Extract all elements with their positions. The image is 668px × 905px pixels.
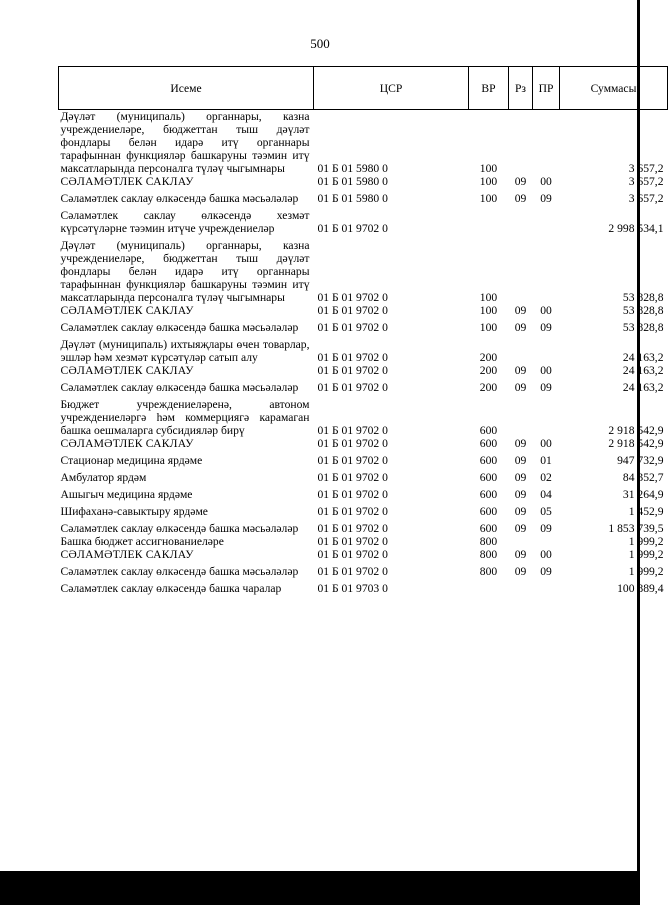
row-rz: 09 (514, 192, 527, 205)
row-pr: 01 (540, 454, 552, 467)
row-sum: 1 999,2 (628, 548, 664, 561)
row-name: Сәламәтлек саклау өлкәсендә башка мәсьәләләр (60, 565, 299, 578)
row-rz: 09 (514, 364, 527, 377)
row-csr: 01 Б 01 5980 0 (317, 162, 388, 175)
scan-edge-bottom (0, 871, 640, 905)
row-sum: 2 998 534,1 (608, 222, 664, 235)
row-rz: 09 (514, 175, 527, 188)
row-name: Сәламәтлек саклау өлкәсендә башка чаралар (60, 582, 282, 595)
table-row (59, 334, 668, 364)
row-vr: 600 (479, 454, 498, 467)
row-vr: 600 (479, 488, 498, 501)
header-rz: Рз (509, 67, 533, 110)
table-row (59, 235, 668, 304)
row-sum: 1 853 739,5 (608, 522, 664, 535)
row-name: Бюджет учреждениеләренә, автоном учреждениеләргә һәм коммерциягә карамаган башка оешмаларга субсидияләр бирү (60, 398, 310, 437)
page-number: 500 (310, 36, 330, 51)
table-row (59, 450, 668, 467)
table-row (59, 188, 668, 205)
row-vr (469, 205, 509, 235)
row-name: Ашыгыч медицина ярдәме (60, 488, 193, 501)
row-csr: 01 Б 01 9702 0 (317, 535, 388, 548)
row-pr: 04 (540, 488, 552, 501)
row-name: СӘЛАМӘТЛЕК САКЛАУ (60, 175, 194, 188)
row-csr: 01 Б 01 9702 0 (317, 321, 388, 334)
row-rz: 09 (514, 522, 527, 535)
row-pr: 00 (540, 364, 552, 377)
row-name: СӘЛАМӘТЛЕК САКЛАУ (60, 548, 194, 561)
row-rz (509, 394, 533, 437)
row-name: Башка бюджет ассигнованиеләре (60, 535, 224, 548)
row-vr: 800 (479, 565, 498, 578)
row-rz (509, 334, 533, 364)
row-vr: 600 (479, 522, 498, 535)
row-csr: 01 Б 01 9702 0 (317, 548, 388, 561)
row-pr: 00 (540, 548, 552, 561)
row-sum: 1 999,2 (628, 535, 664, 548)
table-row (59, 437, 668, 450)
row-csr: 01 Б 01 9702 0 (317, 454, 388, 467)
row-vr: 800 (479, 535, 498, 548)
row-vr: 100 (479, 321, 498, 334)
row-csr: 01 Б 01 9702 0 (317, 488, 388, 501)
row-sum: 84 352,7 (622, 471, 664, 484)
row-name: Сәламәтлек саклау өлкәсендә башка мәсьәләләр (60, 522, 299, 535)
table-row (59, 110, 668, 176)
row-pr (533, 205, 560, 235)
row-sum: 24 163,2 (622, 364, 664, 377)
table-row (59, 364, 668, 377)
table-row (59, 501, 668, 518)
row-name: Сәламәтлек саклау өлкәсендә башка мәсьәләләр (60, 192, 299, 205)
row-pr (533, 394, 560, 437)
table-row (59, 535, 668, 548)
row-vr: 100 (479, 162, 498, 175)
row-rz (509, 535, 533, 548)
row-rz: 09 (514, 488, 527, 501)
row-rz (509, 110, 533, 176)
table-row (59, 377, 668, 394)
row-rz: 09 (514, 381, 527, 394)
row-sum: 3 657,2 (628, 162, 664, 175)
header-name: Исеме (59, 67, 314, 110)
row-vr: 600 (479, 505, 498, 518)
row-sum: 24 163,2 (622, 381, 664, 394)
row-pr (533, 578, 560, 595)
row-pr (533, 535, 560, 548)
row-name: Шифаханә-савыктыру ярдәме (60, 505, 208, 518)
row-name: Стационар медицина ярдәме (60, 454, 203, 467)
row-sum: 3 657,2 (628, 192, 664, 205)
row-csr: 01 Б 01 9702 0 (317, 222, 388, 235)
row-csr: 01 Б 01 9702 0 (317, 304, 388, 317)
row-vr: 100 (479, 304, 498, 317)
row-pr: 02 (540, 471, 552, 484)
header-pr: ПР (533, 67, 560, 110)
table-row (59, 394, 668, 437)
row-vr (469, 578, 509, 595)
row-vr: 100 (479, 175, 498, 188)
row-name: Дәүләт (муниципаль) ихтыяҗлары өчен товарлар, эшләр һәм хезмәт күрсәтүләр сатып алу (60, 338, 310, 364)
row-sum: 24 163,2 (622, 351, 664, 364)
row-vr: 600 (479, 471, 498, 484)
row-rz: 09 (514, 471, 527, 484)
row-pr: 00 (540, 175, 552, 188)
row-rz: 09 (514, 505, 527, 518)
row-pr: 05 (540, 505, 552, 518)
row-csr: 01 Б 01 9702 0 (317, 522, 388, 535)
table-row (59, 205, 668, 235)
row-sum: 1 452,9 (628, 505, 664, 518)
row-csr: 01 Б 01 9702 0 (317, 437, 388, 450)
row-rz (509, 578, 533, 595)
row-csr: 01 Б 01 9702 0 (317, 565, 388, 578)
row-vr: 200 (479, 351, 498, 364)
row-csr: 01 Б 01 9702 0 (317, 471, 388, 484)
table-row (59, 578, 668, 595)
row-pr (533, 334, 560, 364)
row-rz: 09 (514, 548, 527, 561)
table-row (59, 175, 668, 188)
table-row (59, 317, 668, 334)
row-pr: 00 (540, 437, 552, 450)
table-row (59, 304, 668, 317)
row-name: СӘЛАМӘТЛЕК САКЛАУ (60, 364, 194, 377)
row-sum: 100 889,4 (617, 582, 664, 595)
row-name: Дәүләт (муниципаль) органнары, казна учреждениеләре, бюджеттан тыш дәүләт фондлары белән идарә итү органнары тарафыннан функцияләр башкаруны тәэмин итү максатларында персоналга түләү чыгымнары (60, 239, 310, 304)
row-name: Дәүләт (муниципаль) органнары, казна учреждениеләре, бюджеттан тыш дәүләт фондлары белән идарә итү органнары тарафыннан функцияләр башкаруны тәэмин итү максатларында персоналга түләү чыгымнары (60, 110, 310, 175)
header-vr: ВР (469, 67, 509, 110)
row-sum: 1 999,2 (628, 565, 664, 578)
row-rz: 09 (514, 321, 527, 334)
row-vr: 600 (479, 437, 498, 450)
row-pr: 09 (540, 522, 552, 535)
row-csr: 01 Б 01 5980 0 (317, 175, 388, 188)
table-row (59, 561, 668, 578)
row-csr: 01 Б 01 9702 0 (317, 364, 388, 377)
table-row (59, 548, 668, 561)
table-row (59, 518, 668, 535)
row-pr: 09 (540, 321, 552, 334)
row-vr: 600 (479, 424, 498, 437)
row-rz (509, 235, 533, 304)
row-sum: 53 828,8 (622, 321, 664, 334)
row-pr (533, 110, 560, 176)
row-sum: 3 657,2 (628, 175, 664, 188)
row-name: Сәламәтлек саклау өлкәсендә хезмәт күрсәтүләрне тәэмин итүче учреждениеләр (60, 209, 310, 235)
row-name: Сәламәтлек саклау өлкәсендә башка мәсьәләләр (60, 321, 299, 334)
row-name: СӘЛАМӘТЛЕК САКЛАУ (60, 304, 194, 317)
row-csr: 01 Б 01 9702 0 (317, 381, 388, 394)
table-row (59, 484, 668, 501)
row-csr: 01 Б 01 9702 0 (317, 351, 388, 364)
row-vr: 100 (479, 192, 498, 205)
row-vr: 800 (479, 548, 498, 561)
row-vr: 200 (479, 364, 498, 377)
row-rz: 09 (514, 437, 527, 450)
row-sum: 2 918 542,9 (608, 437, 664, 450)
row-name: Сәламәтлек саклау өлкәсендә башка мәсьәләләр (60, 381, 299, 394)
row-pr: 09 (540, 192, 552, 205)
row-csr: 01 Б 01 9702 0 (317, 424, 388, 437)
row-rz (509, 205, 533, 235)
header-csr: ЦСР (314, 67, 469, 110)
row-csr: 01 Б 01 9702 0 (317, 505, 388, 518)
row-csr: 01 Б 01 9702 0 (317, 291, 388, 304)
table-row (59, 467, 668, 484)
row-sum: 2 918 542,9 (608, 424, 664, 437)
row-pr: 00 (540, 304, 552, 317)
row-sum: 947 732,9 (617, 454, 664, 467)
row-csr: 01 Б 01 5980 0 (317, 192, 388, 205)
row-name: Амбулатор ярдәм (60, 471, 147, 484)
row-pr: 09 (540, 381, 552, 394)
row-vr: 100 (479, 291, 498, 304)
row-vr: 200 (479, 381, 498, 394)
row-sum: 53 828,8 (622, 304, 664, 317)
table-header-row (59, 67, 668, 110)
row-sum: 53 828,8 (622, 291, 664, 304)
row-pr (533, 235, 560, 304)
row-csr: 01 Б 01 9703 0 (317, 582, 388, 595)
header-sum: Суммасы (560, 67, 668, 110)
budget-table (58, 66, 668, 595)
row-sum: 31 264,9 (622, 488, 664, 501)
row-pr: 09 (540, 565, 552, 578)
row-name: СӘЛАМӘТЛЕК САКЛАУ (60, 437, 194, 450)
row-rz: 09 (514, 304, 527, 317)
row-rz: 09 (514, 454, 527, 467)
row-rz: 09 (514, 565, 527, 578)
